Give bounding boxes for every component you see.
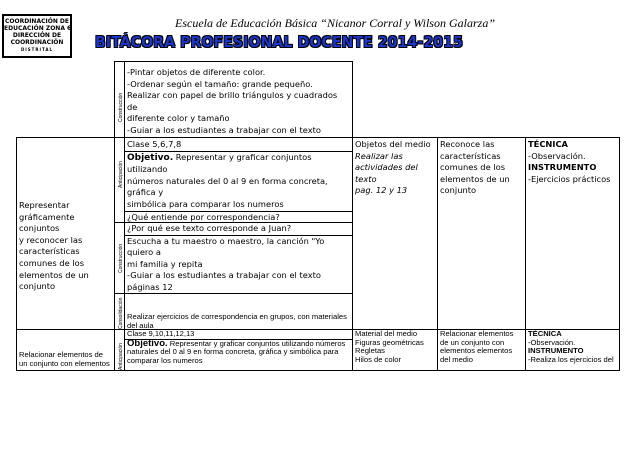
resource-line: Material del medio — [355, 329, 418, 338]
resource-line: Figuras geométricas — [355, 337, 424, 347]
indicator-line: elementos de un — [440, 173, 510, 184]
objective-line: un conjunto con elementos — [19, 358, 110, 368]
activity-line: diferente color y tamaño — [127, 113, 230, 124]
class-numbers: Clase 5,6,7,8 — [127, 139, 182, 149]
resource-line: Realizar las — [355, 150, 403, 161]
activity-line: -Guiar a los estudiantes a trabajar con el texto páginas 12 — [127, 270, 321, 292]
activities-cell — [124, 137, 353, 223]
objective-line: Representar — [19, 200, 70, 210]
resource-line: pag. 12 y 13 — [355, 185, 408, 196]
activity-line: -Ordenar según el tamaño: grande pequeño. — [127, 78, 313, 89]
resources-cell — [352, 137, 438, 330]
activity-line: -Guiar a los estudiantes a trabajar con el texto — [127, 124, 321, 135]
phase-label: Construcción — [118, 243, 124, 273]
technique-value: -Observación. — [528, 337, 576, 347]
activity-line: ¿Qué entiende por correspondencia? — [125, 211, 352, 223]
technique-value: -Observación. — [528, 150, 586, 161]
objective-text: Representar y graficar conjuntos utilizando números — [167, 338, 346, 348]
indicator-line: Reconoce las — [440, 139, 495, 149]
objective-line: elementos de un — [19, 269, 89, 280]
phase-label: Anticipación — [118, 343, 124, 370]
resource-line: actividades del texto — [355, 162, 418, 184]
phase-label: Anticipación — [118, 161, 124, 188]
activity-line: mi familia y repita — [127, 258, 203, 269]
objective-text: naturales del 0 al 9 en forma concreta, gráfica y simbólica para — [127, 347, 339, 357]
objective-text: números naturales del 0 al 9 en forma concreta, gráfica y — [127, 175, 328, 198]
resource-line: Objetos del medio — [355, 139, 431, 149]
phase-label: Construcción — [118, 92, 124, 122]
objective-line: características — [19, 246, 80, 257]
activity-line: del aula — [127, 320, 154, 330]
resource-line: Regletas — [355, 346, 385, 356]
indicator-line: comunes de los — [440, 162, 506, 173]
objective-line: gráficamente conjuntos — [19, 211, 75, 234]
logo-line: COORDINACIÓN — [10, 39, 64, 46]
activity-line: -Pintar objetos de diferente color. — [127, 67, 266, 77]
activity-line: ¿Por qué ese texto corresponde a Juan? — [127, 223, 292, 233]
activity-line: Realizar ejercicios de correspondencia en grupos, con materiales — [127, 312, 347, 321]
objective-text: Representar y graficar conjuntos utilizando — [127, 151, 312, 175]
activity-line: Realizar con papel de brillo triángulos y cuadrados de — [127, 90, 338, 112]
objective-line: conjunto — [19, 281, 56, 292]
logo-line: DIRECCIÓN DE — [12, 32, 62, 39]
objective-heading: Objetivo. — [127, 337, 168, 349]
resource-line: Hilos de color — [355, 354, 402, 364]
indicators-cell — [437, 329, 526, 371]
logo-line: EDUCACIÓN ZONA 6 — [4, 25, 72, 32]
evaluation-cell — [525, 329, 620, 371]
instrument-heading: INSTRUMENTO — [528, 162, 597, 173]
indicator-line: de un conjunto con — [440, 337, 505, 347]
objective-cell — [16, 329, 115, 371]
indicator-line: conjunto — [440, 185, 477, 196]
objective-line: comunes de los — [19, 257, 85, 268]
objective-cell — [16, 137, 115, 330]
activities-cell — [124, 222, 353, 294]
technique-heading: TÉCNICA — [528, 139, 568, 149]
objective-text: comparar los numeros — [127, 355, 203, 365]
evaluation-cell — [525, 137, 620, 330]
instrument-value: -Realiza los ejercicios del — [528, 354, 614, 364]
indicator-line: del medio — [440, 354, 473, 364]
technique-heading: TÉCNICA — [528, 329, 562, 338]
instrument-heading: INSTRUMENTO — [528, 346, 584, 356]
instrument-value: -Ejercicios prácticos — [528, 173, 611, 184]
activities-cell — [124, 61, 353, 138]
objective-line: Relacionar elementos de — [19, 350, 104, 359]
indicators-cell — [437, 137, 526, 330]
resources-cell — [352, 329, 438, 371]
activities-cell — [124, 329, 353, 371]
indicator-line: elementos elementos — [440, 346, 513, 356]
indicator-line: Relacionar elementos — [440, 329, 514, 338]
class-numbers: Clase 9,10,11,12,13 — [127, 329, 195, 338]
logo-line: DISTRITAL — [20, 47, 54, 52]
phase-label: Consolidación — [118, 297, 124, 329]
activity-line: Escucha a tu maestro o maestro, la canción "Yo quiero a — [125, 235, 352, 259]
document-title-banner: BITÁCORA PROFESIONAL DOCENTE 2014-2015 — [95, 33, 464, 51]
school-name: Escuela de Educación Básica “Nicanor Corral y Wilson Galarza” — [175, 16, 495, 30]
activities-cell — [124, 293, 353, 330]
logo-line: COORDINACIÓN DE — [4, 18, 70, 25]
indicator-line: características — [440, 150, 501, 161]
objective-heading: Objetivo. — [127, 152, 174, 163]
objective-text: simbólica para comparar los numeros — [127, 198, 284, 209]
objective-line: y reconocer las — [19, 234, 83, 245]
